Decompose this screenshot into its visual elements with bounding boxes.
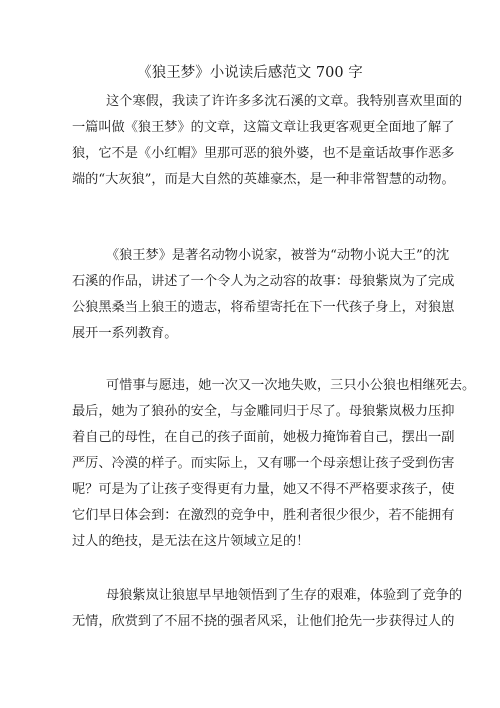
paragraph-line: 这个寒假，我读了许许多多沈石溪的文章。我特别喜欢里面的 xyxy=(106,94,463,109)
paragraph-line: 展开一系列教育。 xyxy=(72,326,178,341)
paragraph-line: 可惜事与愿违，她一次又一次地失败，三只小公狼也相继死去。 xyxy=(106,378,476,393)
paragraph-line: 它们早日体会到：在激烈的竞争中，胜利者很少很少，若不能拥有 xyxy=(72,508,455,523)
paragraph-line: 《狼王梦》是著名动物小说家，被誉为“动物小说大王”的沈 xyxy=(106,248,450,263)
paragraph-line: 母狼紫岚让狼崽早早地领悟到了生存的艰难，体验到了竞争的 xyxy=(106,588,463,603)
paragraph-line: 一篇叫做《狼王梦》的文章，这篇文章让我更客观更全面地了解了 xyxy=(72,120,455,135)
paragraph-line: 着自己的母性，在自己的孩子面前，她极力掩饰着自己，摆出一副 xyxy=(72,430,455,445)
paragraph-line: 无情，欣赏到了不屈不挠的强者风采，让他们抢先一步获得过人的 xyxy=(72,614,455,629)
paragraph-line: 狼，它不是《小红帽》里那可恶的狼外婆，也不是童话故事作恶多 xyxy=(72,146,455,161)
paragraph-line: 最后，她为了狼孙的安全，与金雕同归于尽了。母狼紫岚极力压抑 xyxy=(72,404,455,419)
paragraph-line: 严厉、冷漠的样子。而实际上，又有哪一个母亲想让孩子受到伤害 xyxy=(72,456,455,471)
paragraph-line: 公狼黑桑当上狼王的遗志，将希望寄托在下一代孩子身上，对狼崽 xyxy=(72,300,455,315)
document-title: 《狼王梦》小说读后感范文 700 字 xyxy=(137,65,363,81)
paragraph-line: 端的“大灰狼”，而是大自然的英雄豪杰，是一种非常智慧的动物。 xyxy=(72,172,455,187)
paragraph-line: 过人的绝技，是无法在这片领域立足的！ xyxy=(72,534,310,549)
paragraph-line: 呢？可是为了让孩子变得更有力量，她又不得不严格要求孩子，使 xyxy=(72,482,455,497)
paragraph-line: 石溪的作品，讲述了一个令人为之动容的故事：母狼紫岚为了完成 xyxy=(72,274,455,289)
